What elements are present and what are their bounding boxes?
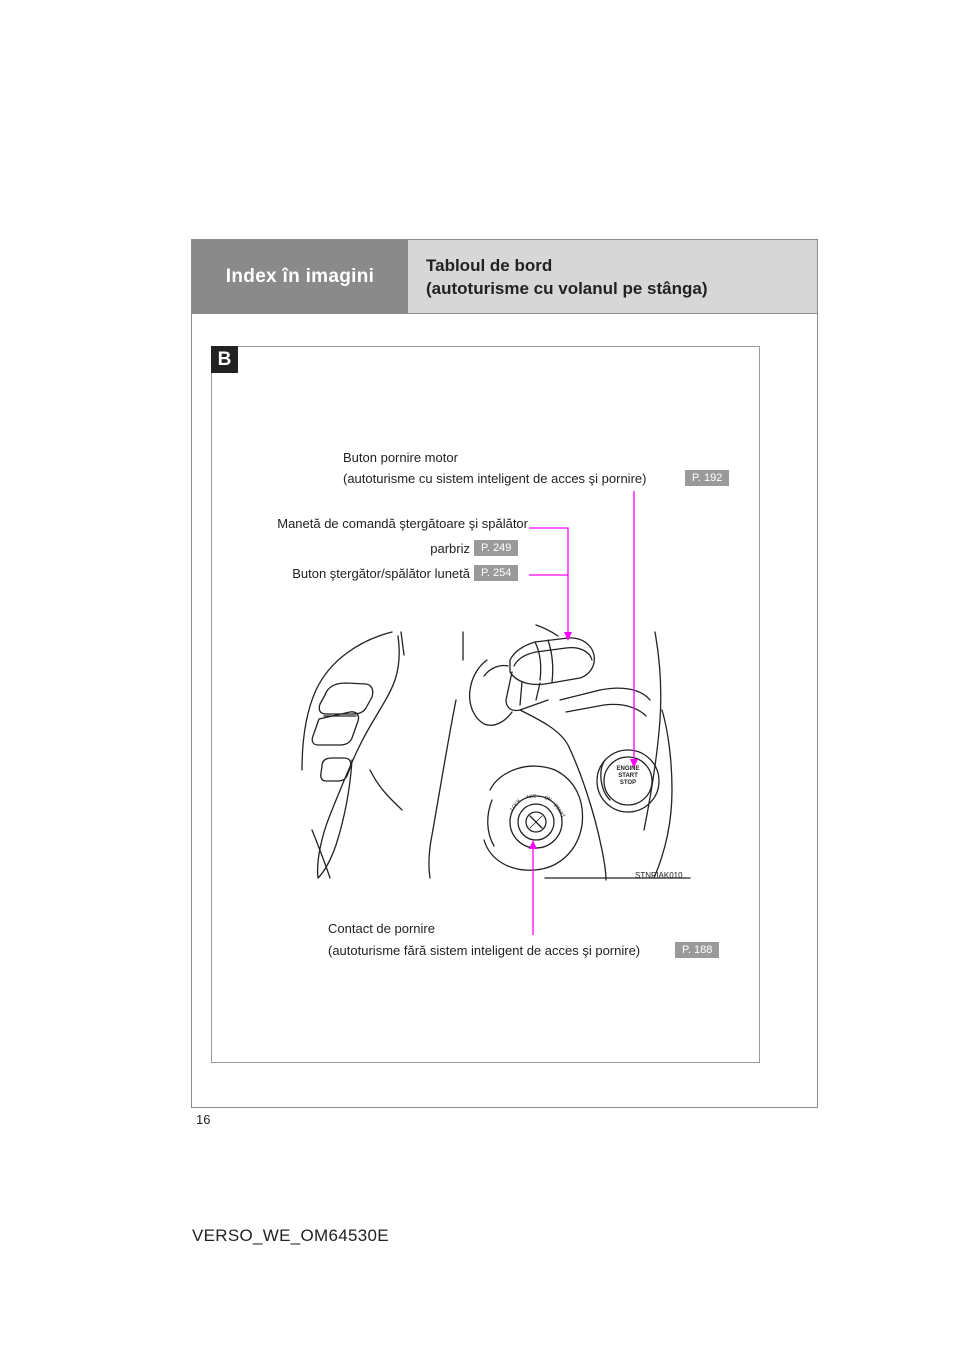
engine-button-label: Buton pornire motor (343, 450, 458, 465)
stop-word: STOP (619, 780, 637, 786)
page-number: 16 (196, 1112, 211, 1127)
engine-button-text (613, 766, 643, 787)
page-title-line2: (autoturisme cu volanul pe stânga) (426, 279, 708, 298)
leader-arrowheads (529, 632, 638, 849)
ignition-page-ref[interactable]: P. 188 (675, 942, 719, 958)
wiper-lever-sub: parbriz (430, 541, 470, 556)
engine-word: ENGINE (616, 766, 640, 772)
document-code: VERSO_WE_OM64530E (192, 1226, 389, 1245)
ignition-start-mark: START (551, 802, 566, 820)
rear-wiper-label: Buton ştergător/spălător lunetă (292, 566, 470, 581)
ignition-acc-mark: ACC (525, 793, 538, 801)
illustration-code: STNPIAK010 (635, 871, 683, 880)
rear-wiper-page-ref[interactable]: P. 254 (474, 565, 518, 581)
page-title-line1: Tabloul de bord (426, 256, 553, 275)
wiper-lever-label: Manetă de comandă ştergătoare şi spălător (277, 516, 528, 531)
wiper-lever-page-ref[interactable]: P. 249 (474, 540, 518, 556)
section-title: Index în imagini (192, 240, 408, 313)
engine-button-page-ref[interactable]: P. 192 (685, 470, 729, 486)
dashboard-line-art (302, 625, 690, 880)
engine-button-sub: (autoturisme cu sistem inteligent de acces şi pornire) (343, 471, 647, 486)
ignition-on-mark: ON (543, 794, 553, 804)
ignition-sub: (autoturisme fără sistem inteligent de acces şi pornire) (328, 943, 641, 958)
section-badge: B (211, 346, 238, 373)
ignition-label: Contact de pornire (328, 921, 435, 936)
start-word: START (618, 773, 638, 779)
ignition-lock-mark: LOCK (509, 797, 523, 813)
